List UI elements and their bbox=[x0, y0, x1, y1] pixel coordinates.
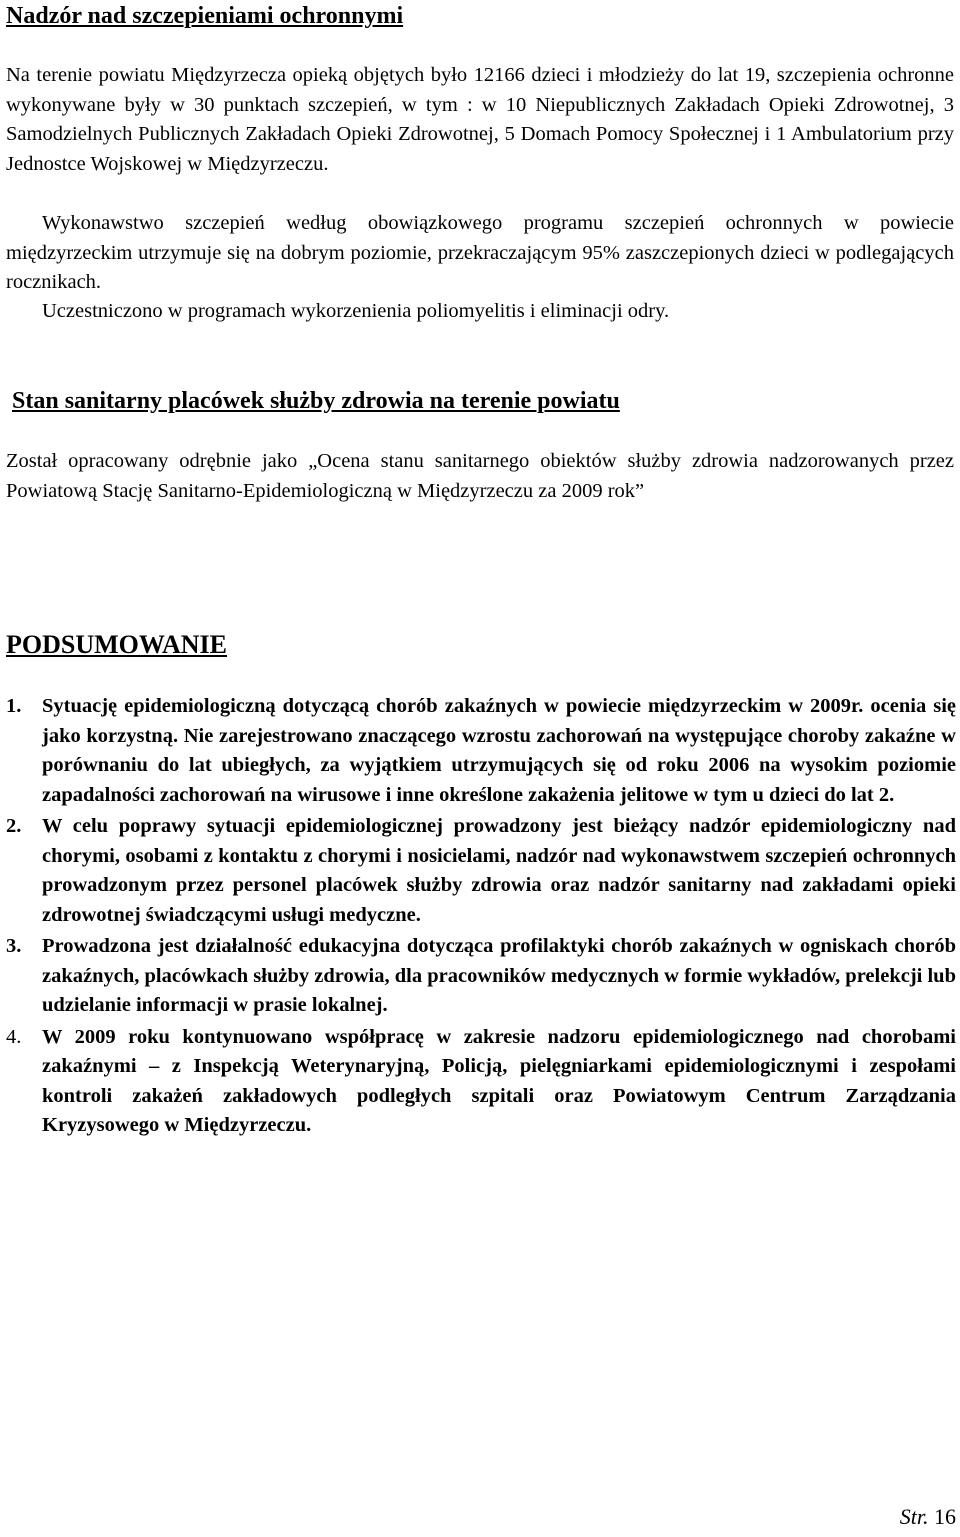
page-label: Str. bbox=[899, 1504, 929, 1529]
summary-item-number: 3. bbox=[6, 935, 22, 957]
sanitary-state-paragraph: Został opracowany odrębnie jako „Ocena stanu sanitarnego obiektów służby zdrowia nadzorowanych przez Powiatową Stację Sanitarno-Epidemiologiczną w Międzyrzeczu za 2009 rok” bbox=[6, 450, 954, 502]
summary-item-number: 2. bbox=[6, 815, 22, 837]
summary-title: PODSUMOWANIE bbox=[6, 630, 228, 659]
vaccination-paragraph-3: Uczestniczono w programach wykorzenienia poliomyelitis i eliminacji odry. bbox=[42, 300, 670, 322]
summary-item-text: W 2009 roku kontynuowano współpracę w zakresie nadzoru epidemiologicznego nad chorobami zakaźnymi – z Inspekcją Weterynaryjną, Policją, pielęgniarkami epidemiologicznymi i zespołami kontroli zakażeń zakładowych podległych szpitali oraz Powiatowym Centrum Zarządzania Kryzysowego w Międzyrzeczu. bbox=[42, 1025, 956, 1136]
summary-item-text: W celu poprawy sytuacji epidemiologicznej prowadzony jest bieżący nadzór epidemiologiczny nad chorymi, osobami z kontaktu z chorymi i nosicielami, nadzór nad wykonawstwem szczepień ochronnych prowadzonym przez personel placówek służby zdrowia oraz nadzór sanitarny nad zakładami opieki zdrowotnej świadczącymi usługi medyczne. bbox=[42, 815, 956, 926]
page-number: 16 bbox=[934, 1504, 956, 1529]
section-title-vaccination: Nadzór nad szczepieniami ochronnymi bbox=[6, 3, 404, 29]
vaccination-paragraph-1: Na terenie powiatu Międzyrzecza opieką objętych było 12166 dzieci i młodzieży do lat 19, szczepienia ochronne wykonywane były w 30 punktach szczepień, w tym : w 10 Niepublicznych Zakładach Opieki Zdrowotnej, 3 Samodzielnych Publicznych Zakładach Opieki Zdrowotnej, 5 Domach Pomocy Społecznej i 1 Ambulatorium przy Jednostce Wojskowej w Międzyrzeczu. bbox=[6, 64, 954, 175]
summary-list bbox=[6, 692, 956, 1143]
summary-item-number: 1. bbox=[6, 695, 22, 717]
summary-item-text: Sytuację epidemiologiczną dotyczącą chorób zakaźnych w powiecie międzyrzeckim w 2009r. ocenia się jako korzystną. Nie zarejestrowano znaczącego wzrostu zachorowań na występujące choroby zakaźne w porównaniu do lat ubiegłych, za wyjątkiem utrzymujących się od roku 2006 na wysokim poziomie zapadalności zachorowań na wirusowe i inne określone zakażenia jelitowe w tym u dzieci do lat 2. bbox=[42, 695, 956, 806]
summary-item-text: Prowadzona jest działalność edukacyjna dotycząca profilaktyki chorób zakaźnych w ogniskach chorób zakaźnych, placówkach służby zdrowia, dla pracowników medycznych w formie wykładów, prelekcji lub udzielanie informacji w prasie lokalnej. bbox=[42, 935, 956, 1016]
section-title-sanitary-state: Stan sanitarny placówek służby zdrowia na terenie powiatu bbox=[12, 388, 620, 414]
summary-item-number: 4. bbox=[6, 1025, 22, 1048]
summary-item-2 bbox=[6, 812, 956, 930]
vaccination-paragraph-2: Wykonawstwo szczepień według obowiązkowego programu szczepień ochronnych w powiecie międzyrzeckim utrzymuje się na dobrym poziomie, przekraczającym 95% zaszczepionych dzieci w podlegających rocznikach. bbox=[6, 212, 954, 293]
summary-item-3 bbox=[6, 932, 956, 1021]
summary-item-1 bbox=[6, 692, 956, 810]
summary-item-4 bbox=[6, 1023, 956, 1141]
page-footer bbox=[900, 1504, 956, 1530]
